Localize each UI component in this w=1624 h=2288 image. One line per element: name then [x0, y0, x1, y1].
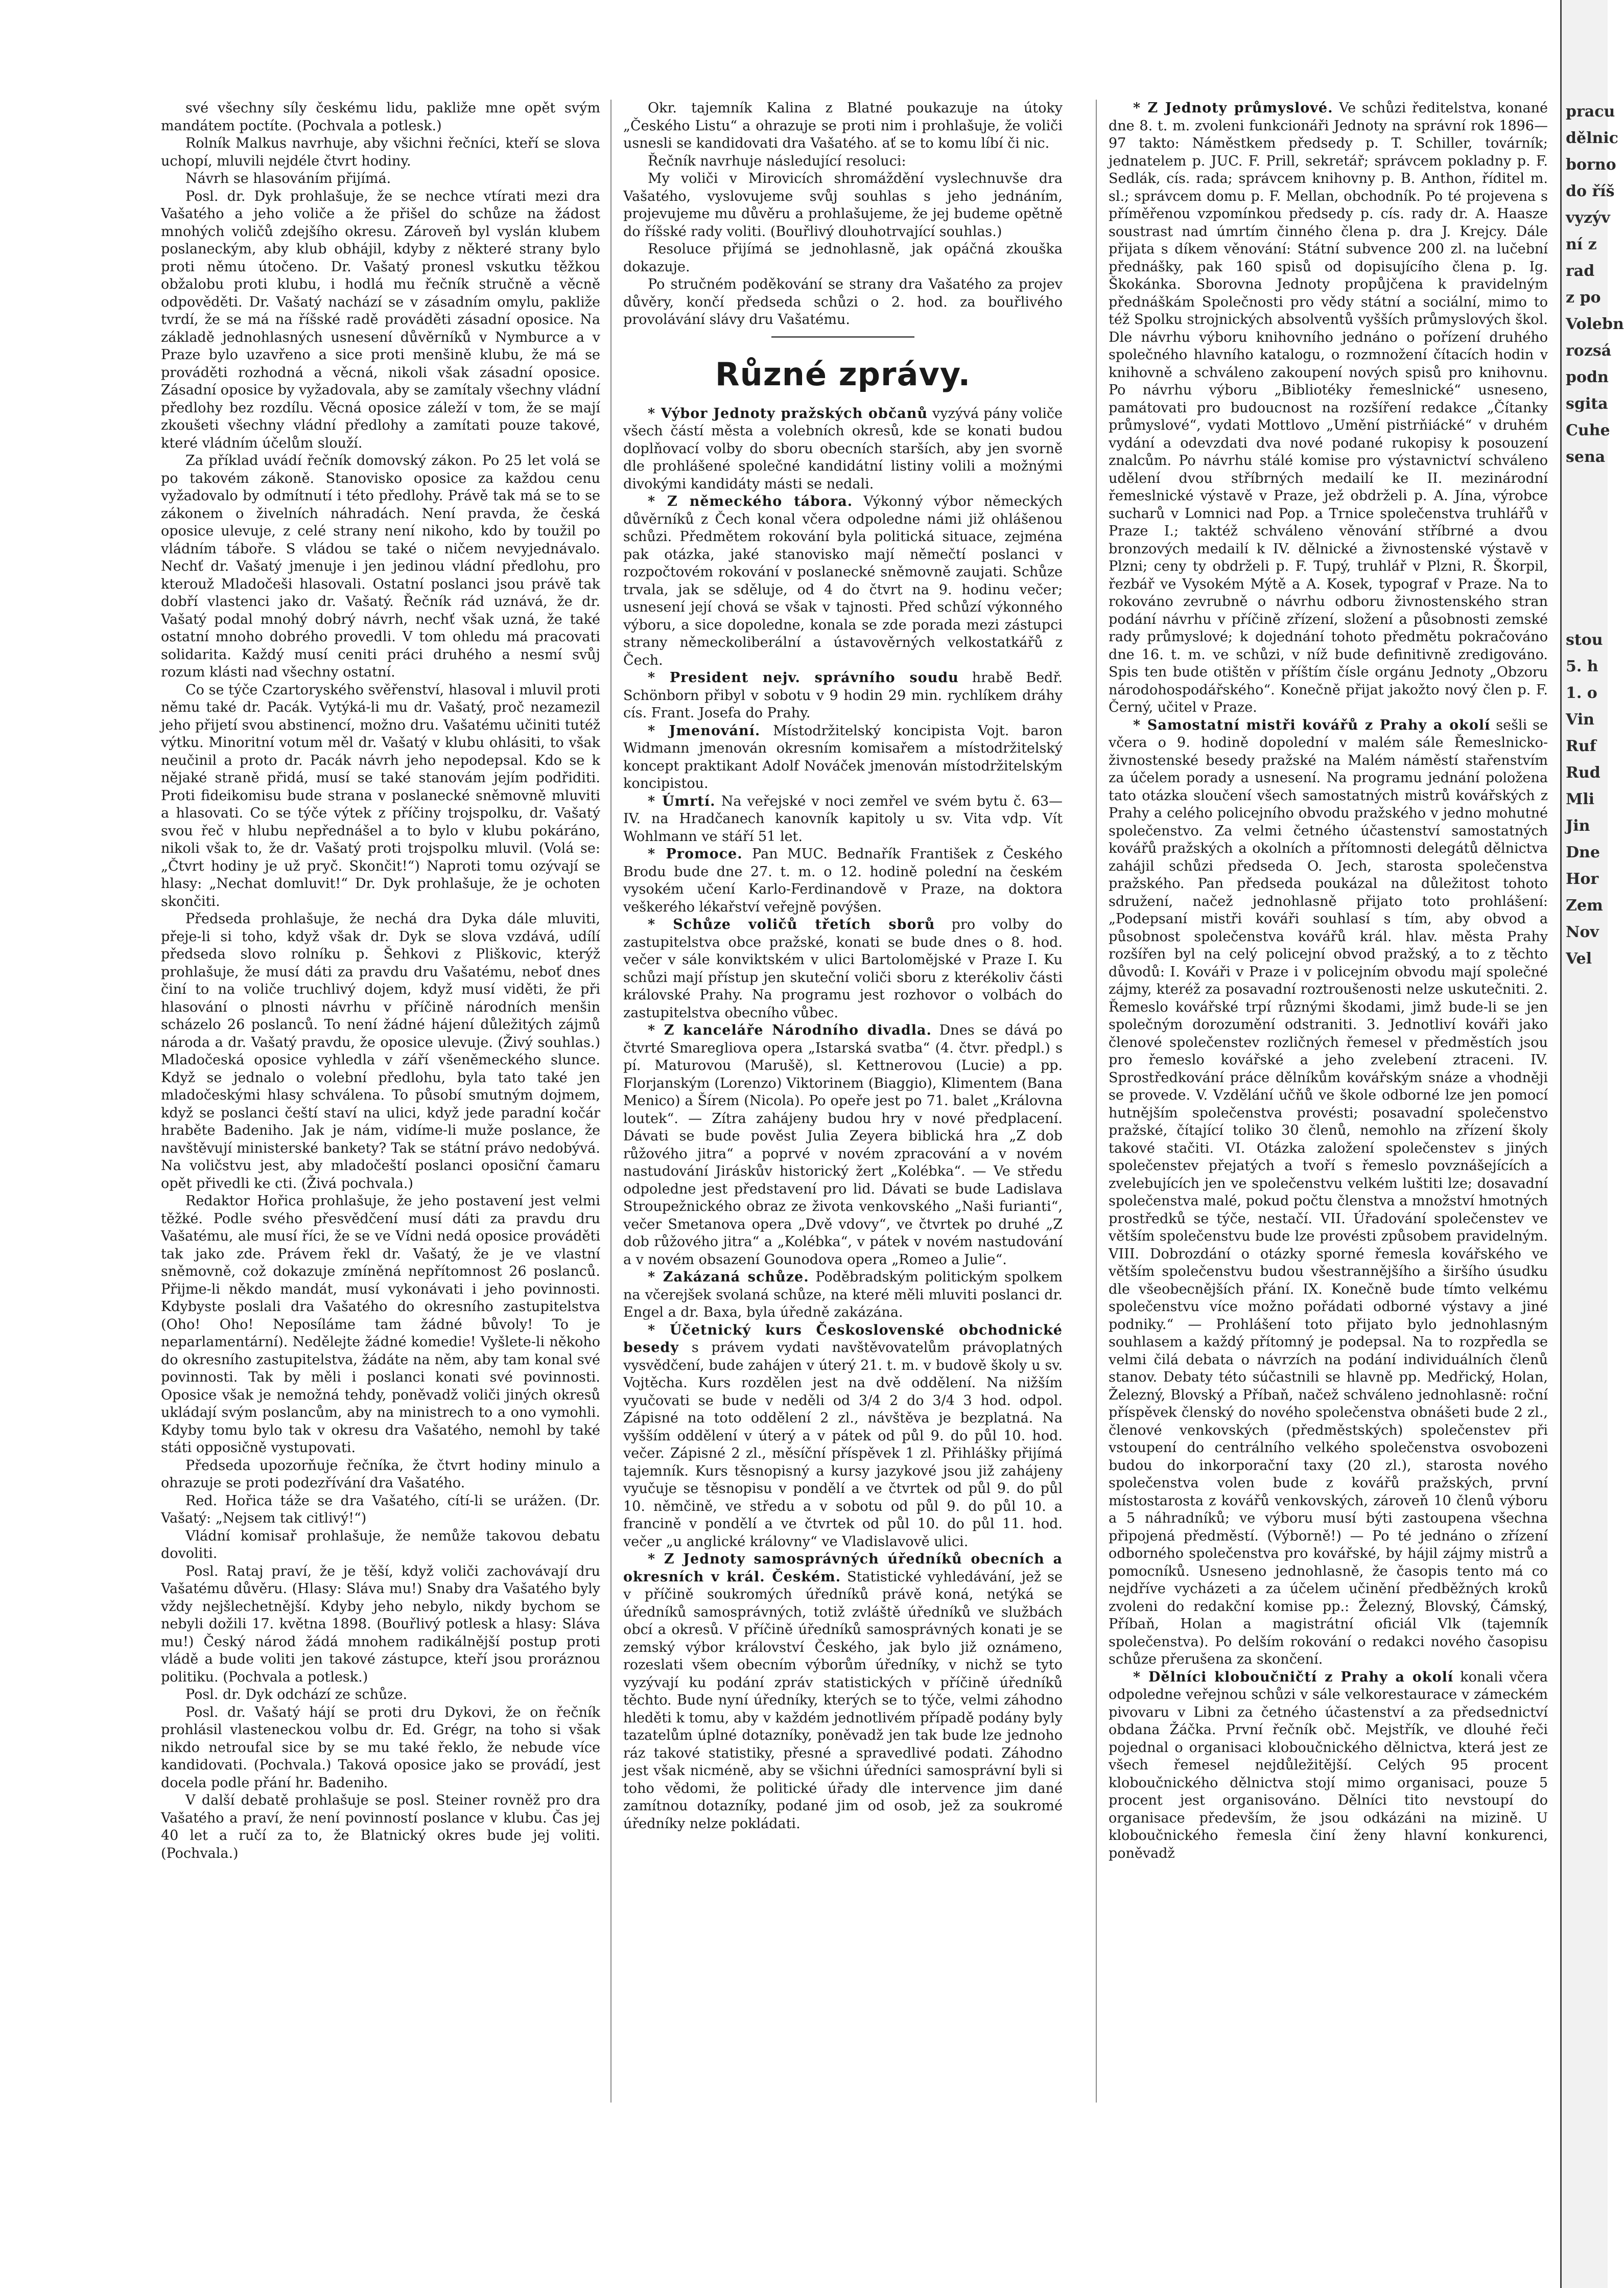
article-paragraph: Posl. dr. Vašatý hájí se proti dru Dykovi, že on řečník prohlásil vlasteneckou volbu dr. Ed. Grégr, na toho si však nikdo netroufal sice by se mu také řeklo, že nebude více kandidovati. (Pochvala.) Taková oposice jako se provádí, jest docela podle přání hr. Badeniho. — [161, 1704, 600, 1791]
news-item-body: pro volby do zastupitelstva obce pražské, konati se bude dnes o 8. hod. večer v sále konviktském v ulici Bartolomějské v Praze I. Ku schůzi mají přístup jen skuteční voliči sboru z kterékoliv části královské Prahy. Na programu jest rozhovor o volbách do zastupitelstva obecního vůbec. — [623, 917, 1063, 1021]
article-paragraph: Redaktor Hořica prohlašuje, že jeho postavení jest velmi těžké. Podle svého přesvědčení musí dáti za pravdu dru Vašatému, ale musí říci, že se ve Vídni nedá oposice prováděti tak jako zde. Právem řekl dr. Vašatý, že je ve vlastní sněmovně, což dokazuje zmíněná nepřítomnost 26 poslanců. Přijme-li někdo mandát, musí vykonávati i jeho povinnosti. Kdybyste poslali dra Vašatého do okresního zastupitelstva (Oho! Oho! Neposíláme tam žádné bůvoly! To je neparlamentární). Nedělejte žádné komedie! Vyšlete-li někoho do okresního zastupitelstva, žádáte na něm, aby tam konal své povinnosti. Tak by měli i poslanci konati své povinnosti. Oposice však je nemožná tehdy, poněvadž voliči jiných okresů ukládají svým poslancům, aby na ministrech to a ono vymohli. Kdyby tomu bylo tak v okresu dra Vašatého, nemohl by také státi opposičně vystupovati. — [161, 1193, 600, 1456]
news-item-body: Výkonný výbor německých důvěrníků z Čech konal včera odpoledne námi již ohlášenou schůzi. Předmětem rokování byla politická situace, zejména pak otázka, jaké stanovisko mají němečtí poslanci v rozpočtovém rokování v poslanecké sněmovně zaujati. Schůze trvala, jak se sděluje, od 4 do čtvrt na 9. hodinu večer; usnesení její chová se však v tajnosti. Před schůzí výkonného výboru, a sice dopoledne, konala se zde porada mezi zástupci strany německoliberální a ústavověrných velkostatkářů z Čech. — [623, 494, 1063, 668]
newspaper-page — [161, 100, 1548, 2143]
section-title: Různé zprávy. — [715, 355, 971, 393]
article-paragraph: Návrh se hlasováním přijímá. — [185, 171, 391, 186]
edge-fragment: Jin — [1566, 817, 1590, 835]
article-paragraph: Předseda prohlašuje, že nechá dra Dyka dále mluviti, přeje-li si toho, když však dr. Dyk se slova vzdává, udílí předseda slovo rolníku p. Šehkovi z Pliškovic, kterýž prohlašuje, že musí dáti za pravdu dru Vašatému, neboť dnes činí to na voliče truchlivý dojem, když musí viděti, že při hlasování o plnosti návrhu v příčině národních menšin scházelo 26 poslanců. To není žádné hájení důležitých zájmů národa a dr. Vašatý pravdu, že oposice ulevuje. (Živý souhlas.) Mladočeská oposice vyhledla v září všeněmeckého slunce. Když se jednalo o volební předlohu, byla tato také jen mladočeskými hlasy schválena. To působí smutným dojmem, když se poslanci čeští staví na ulici, když jede paradní kočár hraběte Badeniho. Jak je nám, vidíme-li muže poslance, že navštěvují ministerské bankety? Tak se státní právo nedobývá. Na voličstvu jest, aby mladočeští poslanci oposiční čamaru opět přivedli ke cti. (Živá pochvala.) — [161, 911, 600, 1192]
news-item-heading: * Promoce. — [648, 846, 743, 862]
edge-fragment: Cuhe — [1566, 422, 1610, 439]
article-paragraph: Řečník navrhuje následující resoluci: — [648, 153, 906, 169]
article-paragraph: své všechny síly českému lidu, pakliže mne opět svým mandátem poctíte. (Pochvala a potlesk.) — [161, 100, 600, 134]
news-item-heading: * Výbor Jednoty pražských občanů — [648, 405, 928, 422]
news-item-body: s právem vydati navštěvovatelům právoplatných vysvědčení, bude zahájen v úterý 21. t. m. v budově školy u sv. Vojtěcha. Kurs rozdělen jest na dvě oddělení. Na nižším vyučovati se bude v neděli od 3/4 2 do 3/4 3 hod. odpol. Zápisné na toto oddělení 2 zl., návštěva je bezplatná. Na vyšším oddělení v úterý a v pátek od půl 9. do půl 10. hod. večer. Zápisné 2 zl., měsíční příspěvek 1 zl. Přihlášky přijímá tajemník. Kurs těsnopisný a kursy jazykové jsou již zahájeny vyučuje se těsnopisu v pondělí a ve čtvrtek od půl 9. do půl 10. němčině, ve středu a v sobotu od půl 9. do půl 10. a francině v pondělí a ve čtvrtek od půl 10. do půl 11. hod. večer „u anglické královny“ ve Vladislavově ulici. — [623, 1340, 1063, 1550]
news-item — [1109, 100, 1548, 717]
news-item-heading: * Samostatní mistři kovářů z Prahy a okolí — [1133, 717, 1491, 733]
news-item-heading: * Z kanceláře Národního divadla. — [648, 1022, 932, 1038]
edge-fragment: dělnic — [1566, 129, 1618, 147]
article-paragraph: Po stručném poděkování se strany dra Vašatého za projev důvěry, končí předseda schůzi o 2. hod. za bouřlivého provolávání slávy dru Vašatému. — [623, 276, 1063, 328]
edge-fragment: borno — [1566, 156, 1616, 174]
news-item-heading: * Účetnický kurs Československé obchodnické besedy — [623, 1322, 1063, 1356]
news-item-body: Místodržitelský koncipista Vojt. baron Widmann jmenován okresním komisařem a místodržitelský koncept praktikant Adolf Nováček jmenován místodržitelským koncipistou. — [623, 722, 1063, 791]
news-item-heading: * Úmrtí. — [648, 793, 716, 809]
section-divider — [771, 336, 914, 338]
article-paragraph: Red. Hořica táže se dra Vašatého, cítí-li se urážen. (Dr. Vašatý: „Nejsem tak citlivý!“) — [161, 1492, 600, 1526]
edge-fragment: Vel — [1566, 950, 1592, 968]
edge-fragment: sena — [1566, 448, 1606, 466]
news-item — [1109, 1669, 1548, 1863]
article-paragraph: Předseda upozorňuje řečníka, že čtvrt hodiny minulo a ohrazuje se proti podezřívání dra Vašatého. — [161, 1457, 600, 1491]
news-item-body: Poděbradským politickým spolkem na včerejšek svolaná schůze, na které měli mluviti poslanci dr. Engel a dr. Baxa, byla úředně zakázána. — [623, 1269, 1063, 1320]
article-paragraph: Vládní komisař prohlašuje, že nemůže takovou debatu dovoliti. — [161, 1528, 600, 1561]
column-middle — [623, 100, 1063, 2143]
edge-fragment: rozsá — [1566, 342, 1612, 360]
news-item — [623, 793, 1063, 846]
news-item-body: hrabě Bedř. Schönborn přibyl v sobotu v 9 hodin 29 min. rychlíkem dráhy cís. Frant. Josefa do Prahy. — [623, 670, 1063, 721]
news-items — [623, 405, 1063, 1833]
column-left — [161, 100, 600, 2143]
edge-fragment: Rud — [1566, 764, 1601, 782]
edge-fragment: z po — [1566, 289, 1601, 307]
edge-fragment: 5. h — [1566, 658, 1598, 675]
news-item-heading: * Z Jednoty průmyslové. — [1133, 100, 1333, 116]
news-item — [623, 405, 1063, 494]
column-divider — [610, 100, 611, 2103]
news-item — [623, 722, 1063, 793]
news-item-heading: * Z německého tábora. — [648, 494, 853, 509]
edge-fragment: pracu — [1566, 103, 1615, 121]
news-item-heading: * Schůze voličů třetích sborů — [648, 917, 935, 932]
article-paragraph: Posl. Rataj praví, že je těší, když voliči zachovávají dru Vašatému důvěru. (Hlasy: Sláva mu!) Snaby dra Vašatého byly vždy nejšlechetnější. Kdyby jeho nebylo, nikdy bychom se nebyli dožili 17. května 1898. (Bouřlivý potlesk a hlasy: Sláva mu!) Český národ žádá mnohem radikálnější postup proti vládě a bude voliti jen takové zástupce, kteří jsou proráznou politiku. (Pochvala a potlesk.) — [161, 1563, 600, 1685]
news-item-heading: * President nejv. správního soudu — [648, 670, 959, 686]
news-item — [623, 1269, 1063, 1322]
edge-fragment: rad — [1566, 262, 1595, 280]
news-item — [1109, 717, 1548, 1669]
news-item-heading: * Z Jednoty samosprávných úředníků obecních a okresních v král. Českém. — [623, 1551, 1063, 1585]
news-item-body: konali včera odpoledne veřejnou schůzi v sále velkorestaurace v zámeckém pivovaru v Libni za četného účastenství a za předsednictví obdana Žáčka. První řečník obč. Mejstřík, ve dlouhé řeči pojednal o organisaci kloboučnického dělnictva, která jest ze všech řemesel nejdůležitější. Celých 95 procent kloboučnického dělnictva stojí mimo organisaci, pouze 5 procent jest organisováno. Dělníci tito nevstoupí do organisace především, že jsou odkázáni na mizině. U kloboučnického řemesla činí ženy hlavní konkurenci, poněvadž — [1109, 1669, 1548, 1861]
edge-fragment: Zem — [1566, 897, 1603, 915]
article-paragraph: Posl. dr. Dyk prohlašuje, že se nechce vtírati mezi dra Vašatého a jeho voliče a že přišel do schůze na žádost mnohých voličů zdejšího okresu. Zároveň byl vyslán klubem poslaneckým, aby klub obhájil, kdyby z některé strany bylo proti němu útočeno. Dr. Vašatý pronesl vskutku těžkou obžalobu proti klubu, i hodlá mu řečník stručně a věcně odpověděti. Dr. Vašatý nachází se v zásadním omylu, pakliže tvrdí, že se má na říšské radě prováděti zásadní oposice. Na základě jednohlasných usnesení důvěrníků v Nymburce a v Praze bylo uzavřeno a sice proti menšině klubu, že má se prováděti rozhodná a věcná, nikoli však zásadní oposice. Zásadní oposice by vyžadovala, aby se zamítaly všechny vládní předlohy bez rozdílu. Věcná oposice záleží v tom, že se mají zkoušeti všechny vládní předlohy a zamítati pouze takové, které vládním účelům slouží. — [161, 188, 600, 451]
edge-fragment: Ruf — [1566, 737, 1596, 755]
news-item-body: Statistické vyhledávání, jež se v příčině soukromých úředníků právě koná, netýká se úředníků samosprávných, totiž zvláště úředníků ve službách obcí a okresů. V příčině úředníků samosprávných konati je se zemský výbor království Českého, jak bylo již oznámeno, rozeslati všem obecním výborům úředníky, v nichž se tyto vyzývají ku podání zpráv statistických v příčině úředníků těchto. Bude nyní úředníky, kterých se to týče, velmi záhodno hleděti k tomu, aby v každém jednotlivém případě podány byly tazatelům úplné dotazníky, poněvadž jen tak bude lze jednoho ráz takové statistiky, přesné a spravedlivé podati. Záhodno jest však nicméně, aby se všichni úředníci samosprávní byli si toho vědomi, že politické úřady dle intervence jim dané zamítnou dotazníky, podané jim od osob, jež za soukromé úředníky nelze pokládati. — [623, 1569, 1063, 1832]
news-item-body: vyzývá pány voliče všech částí města a volebních okresů, kde se konati budou doplňovací volby do sboru obecních starších, aby jen svorně dle prohlášené společné kandidátní listiny volili a možnými divokými kandidáty másti se nedali. — [623, 405, 1063, 492]
article-paragraph: Za příklad uvádí řečník domovský zákon. Po 25 let volá se po takovém zákoně. Stanovisko oposice za každou cenu vyžadovalo by odmítnutí i této předlohy. Právě tak má se to se zákonem o živelních náhradách. Není pravda, že česká oposice ulevuje, z celé strany není nikoho, kdo by toužil po vládním táboře. S vládou se také o ničem nevyjednávalo. Nechť dr. Vašatý jmenuje i jen jedinou vládní předlohu, pro kterouž Mladočeši hlasovali. Ostatní poslanci jsou právě tak dobří vlastenci jako dr. Vašatý. Řečník rád uznává, že dr. Vašatý podal mnohý dobrý návrh, nechť však uzná, že také ostatní mnoho dobrého provedli. V tom ohledu má pracovati solidarita. Každý musí ceniti práci druhého a nesmí svůj rozum klásti nad všechny ostatní. — [161, 453, 600, 680]
meeting-report-continued — [623, 100, 1063, 329]
edge-fragment: ní z — [1566, 236, 1597, 253]
news-item — [623, 493, 1063, 669]
edge-fragment: Dne — [1566, 844, 1600, 861]
news-item — [623, 1551, 1063, 1833]
article-paragraph: Okr. tajemník Kalina z Blatné poukazuje na útoky „Českého Listu“ a ohrazuje se proti nim i prohlašuje, že voliči usnesli se kandidovati dra Vašatého. ať se to komu líbí či nic. — [623, 100, 1063, 151]
article-paragraph: Rolník Malkus navrhuje, aby všichni řečníci, kteří se slova uchopí, mluvili nejdéle čtvrt hodiny. — [161, 135, 600, 169]
edge-fragment: vyzýv — [1566, 209, 1610, 227]
article-paragraph: My voliči v Mirovicích shromáždění vyslechnuvše dra Vašatého, vyslovujeme svůj souhlas s jeho jednáním, projevujeme mu důvěru a prohlašujeme, že jej budeme opětně do říšské rady voliti. (Bouřlivý dlouhotrvající souhlas.) — [623, 171, 1063, 240]
edge-fragment: 1. o — [1566, 684, 1597, 702]
adjacent-page-edge — [1560, 0, 1624, 2288]
edge-fragment: do říš — [1566, 182, 1615, 200]
news-item — [623, 846, 1063, 916]
news-item-body: sešli se včera o 9. hodině dopolední v malém sále Řemeslnicko-živnostenské besedy pražské na Malém náměstí stařenstvím za účelem porady a usnesení. Na programu jednání položena tato otázka sloučení všech samostatných mistrů kovářských z Prahy a celého policejního obvodu pražského v jedno mohutné společenstvo. Za velmi četného účastenství samostatných kovářů pražských a okolních a přítomnosti delegátů dělnictva zahájil schůzi předseda O. Jech, starosta společenstva pražského. Pan předseda poukázal na důležitost tohoto sdružení, načež jednohlasně přijato toto prohlášení: „Podepsaní mistři kováři souhlasí s tím, aby obvod a působnost společenstva kovářů král. hlav. města Prahy rozšířen byl na celý policejní obvod pražský, a to z těchto důvodů: I. Kováři v Praze i v policejním obvodu mají společné zájmy, kteréž za posavadní roztroušenosti nelze uskutečniti. 2. Řemeslo kovářské trpí různými škodami, jimž bude-li se jen společným dorozumění odstraniti. 3. Jednotliví kováři jako členové společenstev rozličných řemesel v předměstích jsou pro řemeslo kovářské a jeho zvelebení ztraceni. IV. Sprostředkování práce dělníkům kovářským snáze a vhodněji se provede. V. Vzdělání učňů ve škole odborné lze jen pomocí hutnějším společenstva provésti; posavadní společenstvo pražské, čítající toliko 30 členů, nemohlo na zřízení školy takové stačiti. VI. Otázka založení společenstev s jiných společenstev přejatých a tvoří s řemeslo povznášejících a zvelebujících jen ve společenstvu velkém luštiti lze; dosavadní společenstva malé, pokud počtu členstva a množství hmotných prostředků se týče, nestačí. VII. Úřadování společenstev ve větším společenstvu bude lze provésti způsobem pravidelným. VIII. Dobrozdání o otázky sporné řemesla kovářského ve větším společenstvu budou všestrannějšího a širšího úsudku dle všeobecnějších přání. IX. Konečně bude tímto velkému společenstvu více možno pořádati odborné výstavy a jiné podniky.“ — Prohlášení toto přijato bylo jednohlasným souhlasem a každý přítomný je podepsal. Na to rozpředla se velmi čilá debata o návrzích na podání individuálních členů stanov. Debaty této súčastnili se hlavně pp. Medřický, Holan, Železný, Blovský a Příbaň, načež schváleno jednohlasně: roční příspěvek členský do nového společenstva obnášeti bude 2 zl., členové venkovských (předměstských) společenstev při vstoupení do centrálního velkého společenstva osvobozeni budou do inkorporační taxy (20 zl.), starosta nového společenstva volen bude z kovářů pražských, první místostarosta z kovářů venkovských, zároveň 10 členů výboru a 5 náhradníků; ve výboru musí býti zastoupena všechna připojená předměstí. (Výborně!) — Po té jednáno o zřízení odborného společenstva pro kovářské, by hájil zájmy mistrů a pomocníků. Usneseno jednohlasně, že časopis tento má co nejdříve vycházeti a za účelem učinění předběžných kroků zvoleni do redakční komise pp.: Železný, Blovský, Čámský, Příbaň, Holan a magistrátní oficiál Vlk (tajemník společenstva). Po delším rokování o redakci nového časopisu schůze přerušena za skončení. — [1109, 717, 1548, 1667]
article-paragraph: Posl. dr. Dyk odchází ze schůze. — [185, 1687, 408, 1702]
news-item — [623, 916, 1063, 1022]
news-item — [623, 1322, 1063, 1551]
news-item-heading: * Zakázaná schůze. — [648, 1269, 809, 1285]
edge-fragment: sgita — [1566, 395, 1608, 413]
edge-fragment: Volebn — [1566, 315, 1624, 333]
column-right — [1109, 100, 1548, 2143]
news-item-body: Dnes se dává po čtvrté Smaregliova opera „Istarská svatba“ (4. čtvr. předpl.) s pí. Maturovou (Marušě), sl. Kettnerovou (Lucie) a pp. Florjanským (Lorenzo) Viktorinem (Biaggio), Klimentem (Bana Menico) a Šírem (Nicola). Po opeře jest po 71. balet „Královna loutek“. — Zítra zahájeny budou hry v nové předplacení. Dávati se bude pověst Julia Zeyera biblická hra „Z dob růžového jitra“ a poprvé v novém zpracování a v novém nastudování Jiráskův historický žert „Kolébka“. — Ve středu odpoledne jest představení pro lid. Dávati se bude Ladislava Stroupežnického obraz ze života venkovského „Naši furianti“, večer Smetanova opera „Dvě vdovy“, ve čtvrtek po druhé „Z dob růžového jitra“ a „Kolébka“, v pátek v novém nastudování a v novém obsazení Gounodova opera „Romeo a Julie“. — [623, 1022, 1063, 1268]
article-paragraph: V další debatě prohlašuje se posl. Steiner rovněž pro dra Vašatého a praví, že není povinností poslance v klubu. Čas jej 40 let a ručí za to, že Blatnický okres bude jej voliti. (Pochvala.) — [161, 1792, 600, 1861]
news-item-body: Ve schůzi ředitelstva, konané dne 8. t. m. zvoleni funkcionáři Jednoty na správní rok 1896—97 takto: Náměstkem předsedy p. T. Schiller, továrník; jednatelem p. JUC. F. Prill, sekretář; správcem pokladny p. F. Sedlák, cís. rada; správcem knihovny p. B. Anthon, říditel m. sl.; správcem domu p. F. Mellan, obchodník. Po té projevena s příměřenou vzpomínkou předsedy p. cís. rady dr. A. Haasze soustrast nad úmrtím činného člena p. dra J. Krejcy. Dále přijata s díkem věnování: Státní subvence 200 zl. na lučební přednášky, pak 160 spisů od dopisujícího člena p. Ig. Škokánka. Sborovna Jednoty propůjčena k pravidelným přednáškám Společnosti pro vědy státní a sociální, mimo to též Spolku strojnických absolventů vyšších průmyslových škol. Dle návrhu výboru knihovního jednáno o pořízení druhého společného hlavního katalogu, o rozmnožení čítacích hodin v knihovně a schváleno zakoupení nových spisů pro knihovnu. Po návrhu výboru „Bibliotéky řemeslnické“ usneseno, památovati pro budoucnost na rozšíření redakce „Čítanky průmyslové“, vydati Mottlovo „Umění pistrňiácké“ v druhém vydání a odevzdati dva nové podané rukopisy k posouzení znalcům. Po návrhu stálé komise pro výstavnictví schváleno udělení dvou stříbrných medailí ke II. mezinárodní řemeslnické výstavě v Praze, jež obdrželi p. A. Jína, výrobce sucharů v Lomnici nad Pop. a Trnice společenstva truhlářů v Praze I.; taktéž schváleno věnování stříbrné a dvou bronzových medailí k IV. dělnické a živnostenské výstavě v Plzni; ceny ty obdrželi p. F. Tupý, truhlář v Plzni, R. Škorpil, řezbář ve Vysokém Mýtě a A. Kosek, typograf v Praze. Na to rokováno zevrubně o návrhu odboru živnostenského stran podání návrhu v příčině zřízení, složení a působnosti zemské rady průmyslové; k dojednání tohoto předmětu pokračováno dne 16. t. m. ve schůzi, v níž bude definitivně zredigováno. Spis ten bude otištěn v příštím čísle orgánu Jednoty „Obzoru národohospodářského“. Konečně přijat jakožto nový člen p. F. Černý, učitel v Praze. — [1109, 100, 1548, 715]
news-item-body: Pan MUC. Bednařík František z Českého Brodu bude dne 27. t. m. o 12. hodině polední na českém vysokém učení Karlo-Ferdinandově v Praze, na doktora veškerého lékařství veřejně povýšen. — [623, 846, 1063, 915]
edge-fragment: Hor — [1566, 870, 1599, 888]
news-item-heading: * Jmenování. — [648, 722, 761, 739]
news-item-heading: * Dělníci kloboučničtí z Prahy a okolí — [1133, 1669, 1454, 1685]
edge-fragment: Vin — [1566, 711, 1594, 729]
edge-fragment: podn — [1566, 368, 1609, 386]
edge-fragment: stou — [1566, 631, 1603, 649]
news-item — [623, 1022, 1063, 1269]
edge-fragment-list — [1562, 102, 1624, 969]
article-paragraph: Co se týče Czartoryského svěřenství, hlasoval i mluvil proti němu také dr. Pacák. Vytýká-li mu dr. Vašatý, proč nezamezil jeho přijetí svou abstinencí, možno dru. Vašatému učiniti tutéž výtku. Minoritní votum měl dr. Vašatý v klubu ohlásiti, to však neučinil a proto dr. Pacák návrh jeho nepodepsal. Kdo se k nějaké straně přidá, musí se také stanovám jejím podřiditi. Proti fideikomisu bude strana v poslanecké sněmovně mluviti a hlasovati. Co se týče výtek z příčiny trojspolku, dr. Vašatý svou řeč v hlubu nepřednášel a to bylo v klubu pokáráno, nikoli však to, že dr. Vašatý proti trojspolku mluvil. (Volá se: „Čtvrt hodiny je už pryč. Skončit!“) Naproti tomu ozývají se hlasy: „Nechat domluvit!“ Dr. Dyk prohlašuje, že je ochoten skončiti. — [161, 682, 600, 909]
edge-fragment: Nov — [1566, 923, 1599, 941]
article-paragraph: Resoluce přijímá se jednohlasně, jak opáčná zkouška dokazuje. — [623, 241, 1063, 275]
column-divider — [1096, 100, 1097, 2103]
edge-fragment: Mli — [1566, 790, 1595, 808]
news-item — [623, 669, 1063, 722]
news-item-body: Na veřejské v noci zemřel ve svém bytu č. 63—IV. na Hradčanech kanovník kapitoly u sv. Vita vdp. Vít Wohlmann ve stáří 51 let. — [623, 793, 1063, 845]
